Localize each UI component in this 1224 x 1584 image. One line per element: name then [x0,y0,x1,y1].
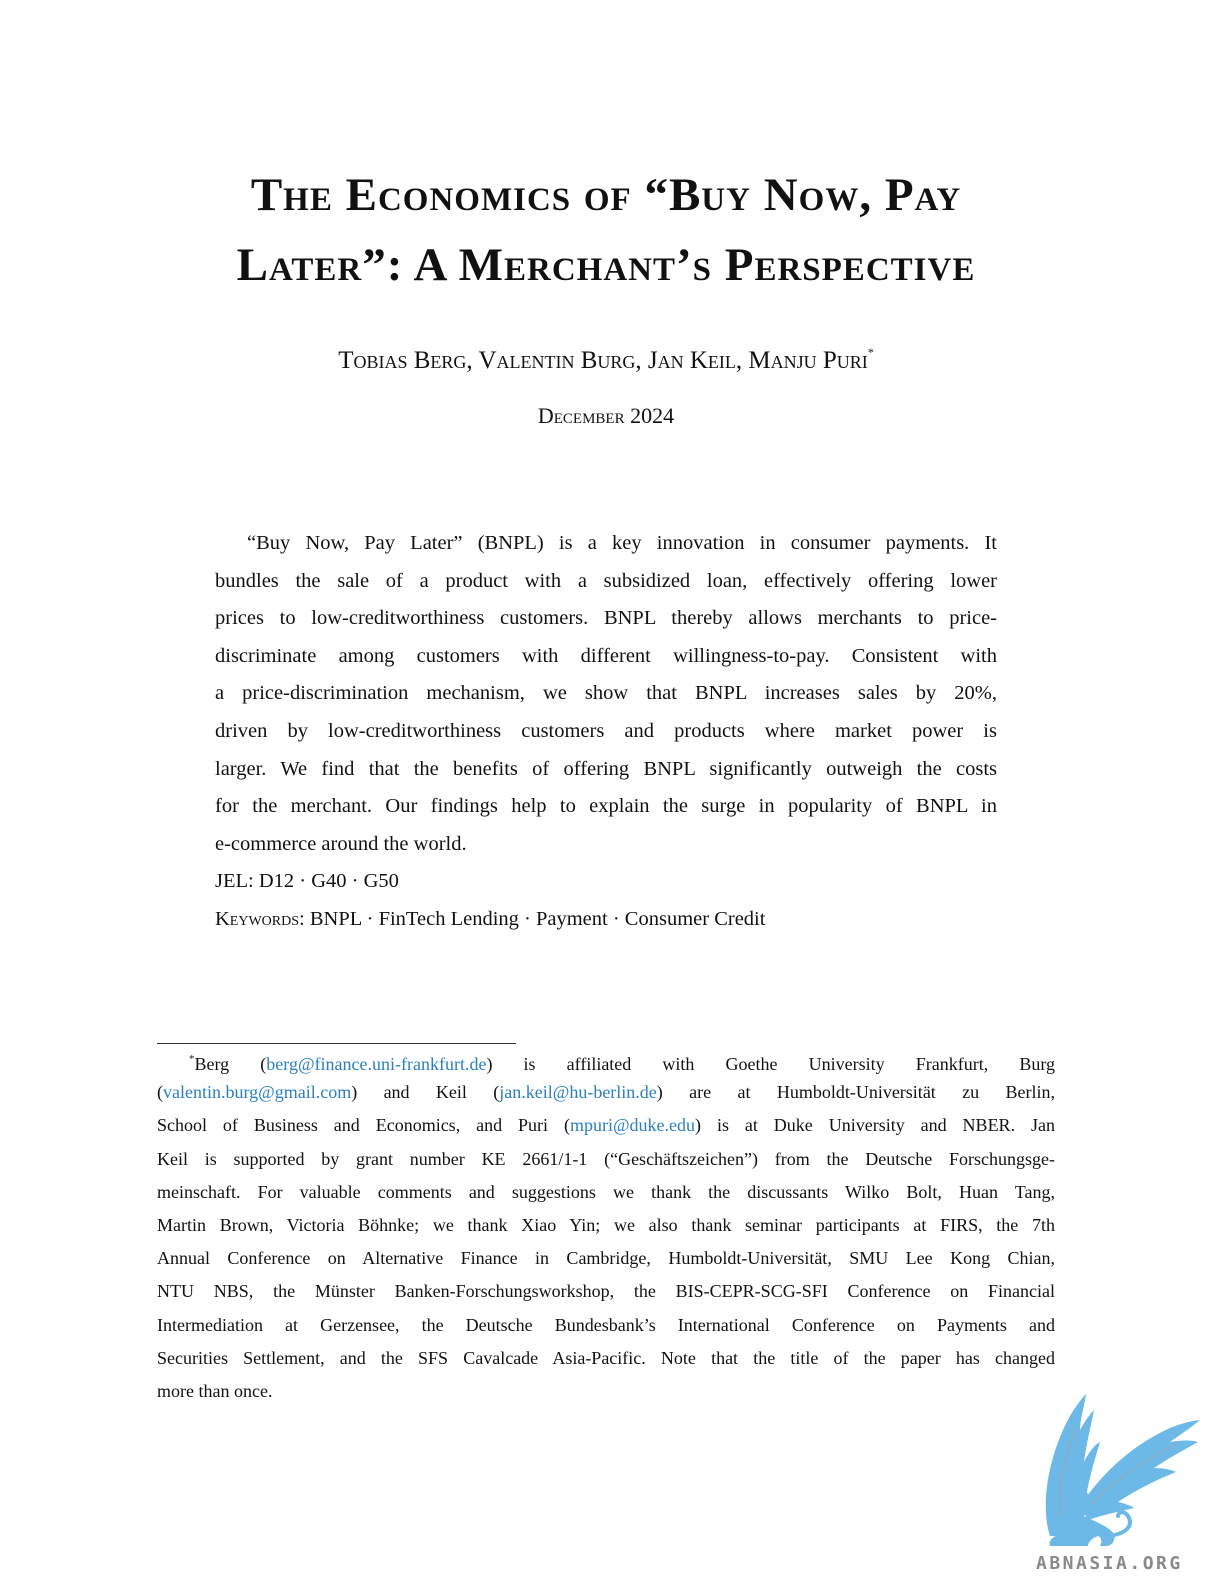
abstract-line: for the merchant. Our findings help to explain the surge in popularity of BNPL in [215,795,997,818]
footnote-line: Martin Brown, Victoria Böhnke; we thank Xiao Yin; we also thank seminar participants at FIRS, the 7th [157,1214,1055,1235]
footnote-line: Securities Settlement, and the SFS Cavalcade Asia-Pacific. Note that the title of the paper has changed [157,1347,1055,1368]
footnote-line: Annual Conference on Alternative Finance in Cambridge, Humboldt-Universität, SMU Lee Kong Chian, [157,1248,1055,1269]
abstract-line: prices to low-creditworthiness customers. BNPL thereby allows merchants to price- [215,607,997,630]
footnote-line [157,1076,1055,1109]
footnote-line: Intermediation at Gerzensee, the Deutsche Bundesbank’s International Conference on Payments and [157,1314,1055,1335]
publication-date: December 2024 [537,403,675,428]
footnote-text: ( [157,1082,163,1103]
keywords [215,902,997,940]
footnote-text: School of Business and Economics, and Puri ( [157,1115,570,1136]
email-link-burg[interactable]: valentin.burg@gmail.com [163,1082,352,1103]
abstract-line: bundles the sale of a product with a subsidized loan, effectively offering lower [215,569,997,592]
footnote-text: ) and Keil ( [351,1082,500,1103]
jel-values: D12 · G40 · G50 [258,870,399,893]
jel-codes [215,864,997,902]
footnote-text: ) is at Duke University and NBER. Jan [695,1115,1055,1136]
abstract [215,526,997,940]
footnote-text: Berg ( [194,1054,267,1074]
abstract-line: e-commerce around the world. [215,832,467,855]
paper-title [150,160,1062,300]
footnote-line [157,1043,1055,1076]
abstract-line: a price-discrimination mechanism, we show that BNPL increases sales by 20%, [215,682,997,705]
email-link-keil[interactable]: jan.keil@hu-berlin.de [499,1082,657,1103]
footnote-mark: * [189,1053,195,1065]
footnote-line: Keil is supported by grant number KE 2661/1-1 (“Geschäftszeichen”) from the Deutsche Forschungsge- [157,1148,1055,1169]
abstract-line: driven by low-creditworthiness customers and products where market power is [215,719,997,742]
griffin-logo-icon [1030,1386,1220,1576]
keywords-label: Keywords: [215,907,305,930]
footnote-line: more than once. [157,1380,273,1401]
abstract-line: “Buy Now, Pay Later” (BNPL) is a key innovation in consumer payments. It [247,532,997,554]
footnote-line: meinschaft. For valuable comments and suggestions we thank the discussants Wilko Bolt, Huan Tang, [157,1181,1055,1202]
jel-label: JEL: [215,870,254,893]
footnote-line: NTU NBS, the Münster Banken-Forschungsworkshop, the BIS-CEPR-SCG-SFI Conference on Financial [157,1281,1055,1302]
footnote-text: ) is affiliated with Goethe University Frankfurt, Burg [486,1054,1055,1074]
footnote-line [157,1109,1055,1142]
footnote-text: ) are at Humboldt-Universität zu Berlin, [656,1082,1055,1103]
abstract-line: discriminate among customers with different willingness-to-pay. Consistent with [215,644,997,667]
title-line-1: The Economics of “Buy Now, Pay [250,169,962,221]
keywords-values: BNPL · FinTech Lending · Payment · Consumer Credit [309,907,766,930]
email-link-puri[interactable]: mpuri@duke.edu [569,1115,696,1136]
author-footnote-mark[interactable]: * [867,345,874,359]
watermark-text: ABNASIA.ORG [1036,1553,1183,1574]
author-list [150,334,1062,379]
abstract-line: larger. We find that the benefits of offering BNPL significantly outweigh the costs [215,757,997,780]
author-names: Tobias Berg, Valentin Burg, Jan Keil, Manju Puri [338,347,868,374]
email-link-berg[interactable]: berg@finance.uni-frankfurt.de [266,1054,487,1074]
footnote [157,1043,1055,1408]
title-line-2: Later”: A Merchant’s Perspective [236,239,976,291]
